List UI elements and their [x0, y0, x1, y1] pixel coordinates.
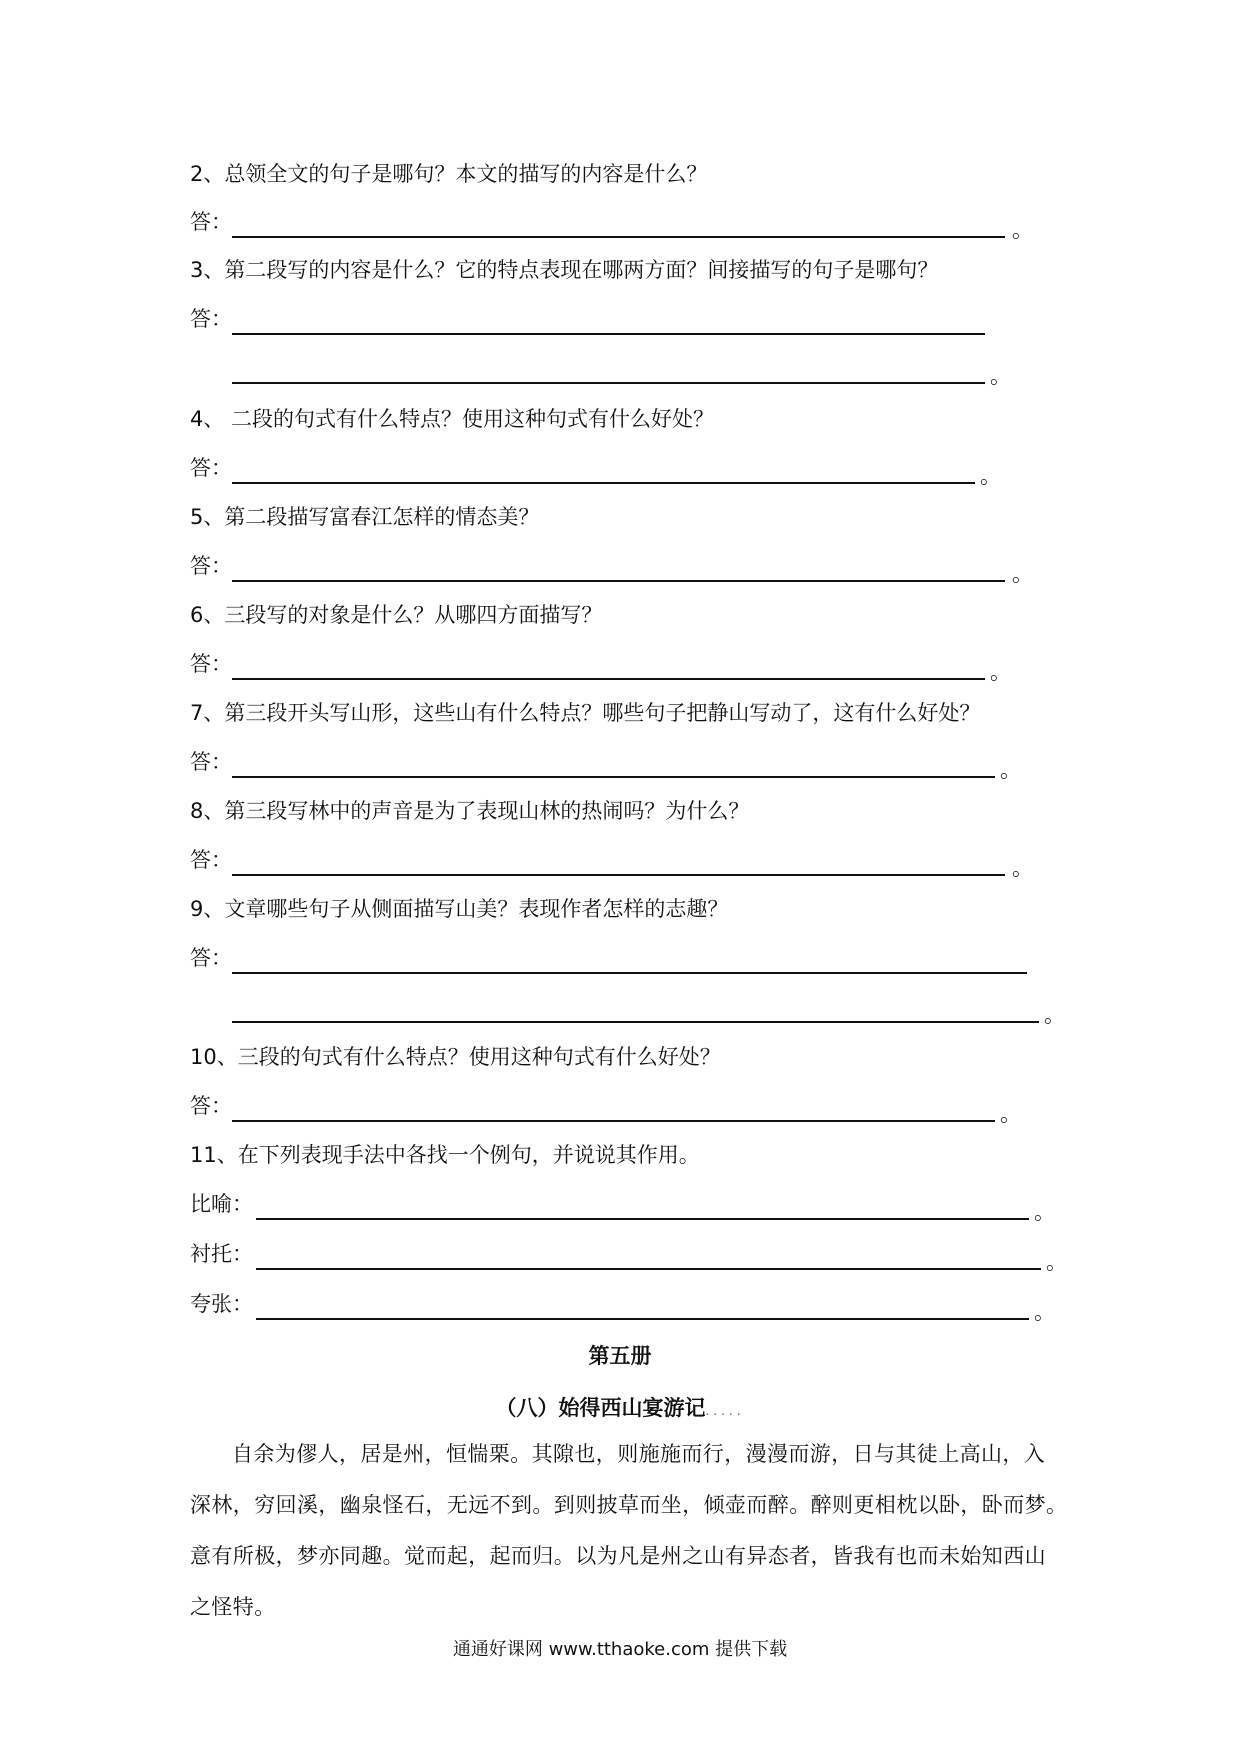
answer-underline [232, 482, 975, 484]
answer-label: 答： [190, 652, 232, 676]
period: 。 [1034, 1300, 1055, 1324]
answer-label: 答： [190, 946, 232, 970]
answer-label: 答： [190, 456, 232, 480]
answer-underline [232, 972, 1027, 974]
metaphor-label: 比喻： [190, 1192, 253, 1216]
answer-underline [232, 1021, 1039, 1023]
question-2: 2、总领全文的句子是哪句？本文的描写的内容是什么？ [190, 162, 708, 186]
answer-underline [232, 580, 1005, 582]
answer-underline [232, 382, 985, 384]
title-dots: ..... [705, 1404, 745, 1418]
period: 。 [1044, 1003, 1065, 1027]
volume-heading: 第五册 [588, 1344, 652, 1368]
question-4: 4、 二段的句式有什么特点？使用这种句式有什么好处？ [190, 407, 715, 431]
question-9: 9、文章哪些句子从侧面描写山美？表现作者怎样的志趣？ [190, 897, 729, 921]
period: 。 [1034, 1200, 1055, 1224]
text-line-2: 深林，穷回溪，幽泉怪石，无远不到。到则披草而坐，倾壶而醉。醉则更相枕以卧，卧而梦。 [190, 1493, 1068, 1517]
question-8: 8、第三段写林中的声音是为了表现山林的热闹吗？为什么？ [190, 799, 750, 823]
period: 。 [1000, 758, 1021, 782]
period: 。 [990, 660, 1011, 684]
question-10: 10、三段的句式有什么特点？使用这种句式有什么好处？ [190, 1045, 721, 1069]
answer-underline [232, 333, 985, 335]
period: 。 [980, 464, 1001, 488]
period: 。 [990, 364, 1011, 388]
period: 。 [1000, 1102, 1021, 1126]
question-3: 3、第二段写的内容是什么？它的特点表现在哪两方面？间接描写的句子是哪句？ [190, 258, 939, 282]
lesson-title: （八）始得西山宴游记 [495, 1396, 706, 1420]
answer-underline [232, 1120, 995, 1122]
answer-label: 答： [190, 210, 232, 234]
footer-credit: 通通好课网 www.tthaoke.com 提供下载 [452, 1639, 788, 1660]
exaggeration-label: 夸张： [190, 1292, 253, 1316]
question-11: 11、在下列表现手法中各找一个例句，并说说其作用。 [190, 1143, 700, 1167]
period: 。 [1012, 856, 1033, 880]
lesson-title-row [0, 1392, 1240, 1422]
period: 。 [1012, 562, 1033, 586]
answer-underline [256, 1268, 1041, 1270]
question-7: 7、第三段开头写山形，这些山有什么特点？哪些句子把静山写动了，这有什么好处？ [190, 701, 981, 725]
answer-underline [256, 1218, 1029, 1220]
contrast-label: 衬托： [190, 1242, 253, 1266]
question-5: 5、第二段描写富春江怎样的情态美？ [190, 505, 540, 529]
answer-label: 答： [190, 554, 232, 578]
answer-label: 答： [190, 307, 232, 331]
answer-underline [232, 236, 1005, 238]
text-line-4: 之怪特。 [190, 1595, 276, 1619]
answer-underline [256, 1318, 1029, 1320]
answer-label: 答： [190, 848, 232, 872]
answer-underline [232, 874, 1005, 876]
answer-label: 答： [190, 1094, 232, 1118]
text-line-1: 自余为僇人，居是州，恒惴栗。其隙也，则施施而行，漫漫而游，日与其徒上高山，入 [232, 1442, 1046, 1466]
answer-underline [232, 678, 985, 680]
period: 。 [1012, 218, 1033, 242]
text-line-3: 意有所极，梦亦同趣。觉而起，起而归。以为凡是州之山有异态者，皆我有也而未始知西山 [190, 1544, 1046, 1568]
period: 。 [1046, 1250, 1067, 1274]
answer-label: 答： [190, 750, 232, 774]
question-6: 6、三段写的对象是什么？从哪四方面描写？ [190, 603, 603, 627]
answer-underline [232, 776, 995, 778]
